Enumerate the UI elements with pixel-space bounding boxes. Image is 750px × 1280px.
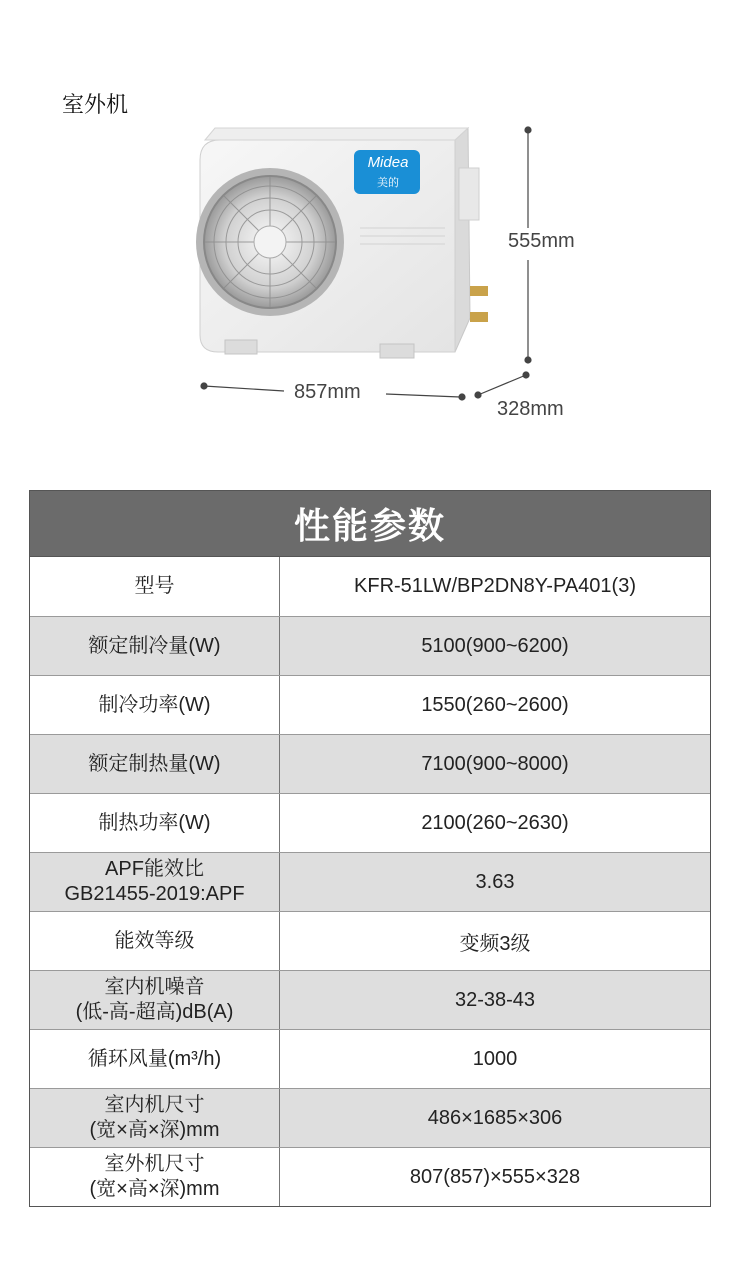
spec-label-line1: 额定制冷量(W) bbox=[88, 634, 221, 657]
spec-label-line1: 室内机尺寸 bbox=[104, 1094, 205, 1116]
table-row bbox=[30, 852, 710, 911]
table-row bbox=[30, 675, 710, 734]
spec-value: 5100(900~6200) bbox=[421, 634, 569, 657]
section-title: 室外机 bbox=[62, 92, 129, 117]
spec-label-line1: APF能效比 bbox=[105, 858, 204, 880]
spec-value: 2100(260~2630) bbox=[421, 811, 569, 834]
height-dimension-label: 555mm bbox=[508, 230, 575, 252]
spec-value: 807(857)×555×328 bbox=[409, 1165, 581, 1188]
spec-label-line1: 制冷功率(W) bbox=[98, 693, 211, 716]
spec-value: 7100(900~8000) bbox=[421, 752, 569, 775]
spec-label-line1: 室外机尺寸 bbox=[104, 1153, 205, 1175]
spec-value: 1000 bbox=[472, 1047, 518, 1070]
spec-label bbox=[30, 617, 280, 675]
table-row bbox=[30, 911, 710, 970]
table-row bbox=[30, 616, 710, 675]
brand-logo-cn: 美的 bbox=[377, 177, 399, 189]
spec-table-title: 性能参数 bbox=[30, 491, 710, 557]
table-row bbox=[30, 1147, 710, 1206]
spec-value: 1550(260~2600) bbox=[421, 693, 569, 716]
table-row bbox=[30, 1029, 710, 1088]
spec-value: 32-38-43 bbox=[454, 988, 536, 1011]
spec-value: 变频3级 bbox=[459, 932, 531, 955]
spec-label-line1: 额定制热量(W) bbox=[88, 752, 221, 775]
depth-dimension-label: 328mm bbox=[497, 398, 564, 420]
table-row bbox=[30, 1088, 710, 1147]
spec-label bbox=[30, 1089, 280, 1147]
spec-label bbox=[30, 853, 280, 911]
table-row bbox=[30, 557, 710, 616]
width-dimension-label: 857mm bbox=[294, 381, 361, 403]
outdoor-unit-image bbox=[0, 0, 750, 460]
spec-value: KFR-51LW/BP2DN8Y-PA401(3) bbox=[354, 575, 636, 597]
brand-logo: Midea bbox=[367, 154, 409, 171]
outdoor-unit-illustration bbox=[0, 0, 750, 460]
spec-label-line2: (宽×高×深)mm bbox=[89, 1178, 220, 1200]
spec-label bbox=[30, 1148, 280, 1206]
spec-label-line2: GB21455-2019:APF bbox=[64, 883, 245, 905]
table-row bbox=[30, 793, 710, 852]
spec-label bbox=[30, 557, 280, 616]
table-row bbox=[30, 734, 710, 793]
spec-value: 486×1685×306 bbox=[427, 1106, 563, 1129]
spec-label-line1: 制热功率(W) bbox=[98, 811, 211, 834]
spec-label-line1: 型号 bbox=[134, 575, 175, 597]
spec-label-line1: 室内机噪音 bbox=[104, 976, 205, 998]
spec-label bbox=[30, 1030, 280, 1088]
spec-label bbox=[30, 676, 280, 734]
spec-label bbox=[30, 794, 280, 852]
spec-label bbox=[30, 971, 280, 1029]
table-row bbox=[30, 970, 710, 1029]
spec-label-line2: (宽×高×深)mm bbox=[89, 1119, 220, 1141]
spec-label bbox=[30, 912, 280, 970]
spec-table bbox=[29, 490, 711, 1207]
spec-table-body bbox=[30, 557, 710, 1206]
spec-label bbox=[30, 735, 280, 793]
spec-value: 3.63 bbox=[475, 870, 515, 893]
spec-label-line2: (低-高-超高)dB(A) bbox=[75, 1001, 234, 1023]
spec-label-line1: 能效等级 bbox=[114, 929, 195, 952]
spec-label-line1: 循环风量(m³/h) bbox=[87, 1047, 222, 1070]
